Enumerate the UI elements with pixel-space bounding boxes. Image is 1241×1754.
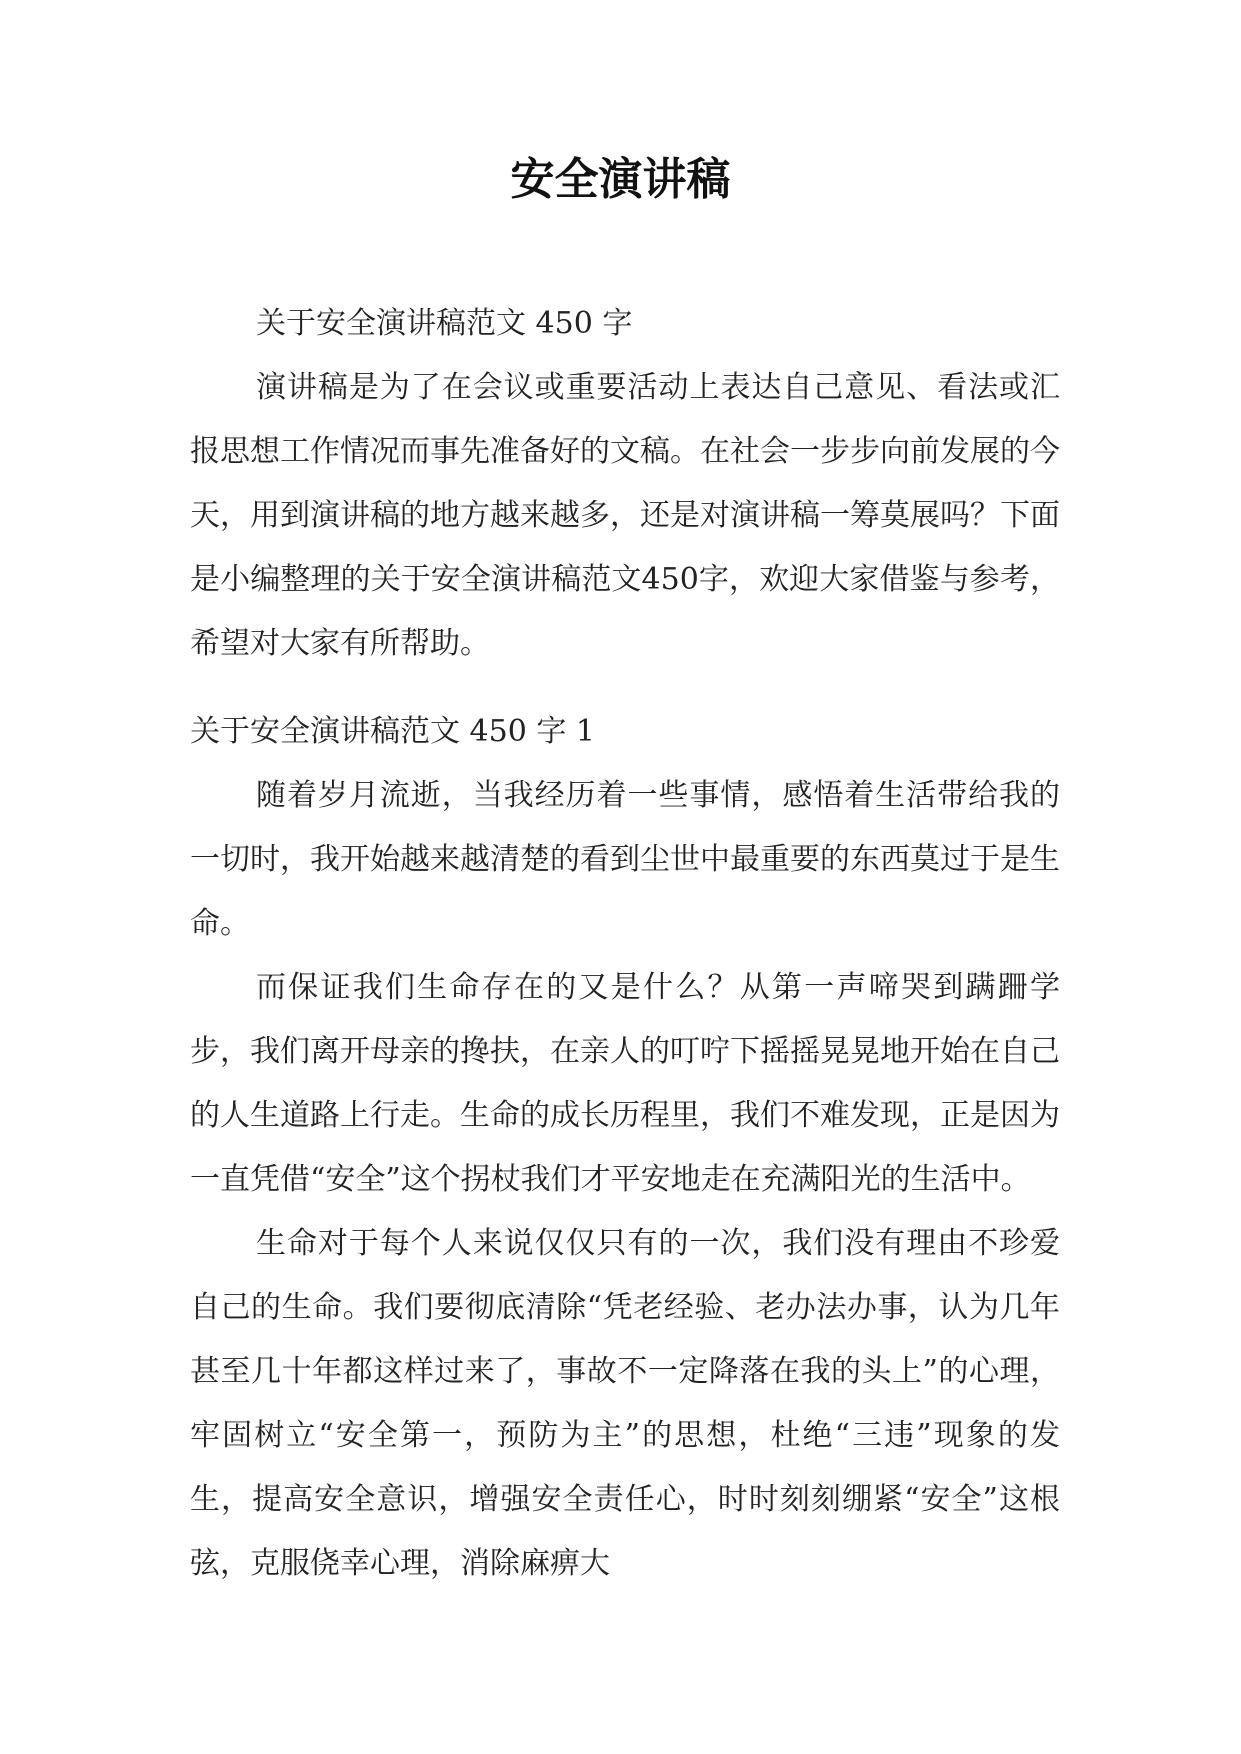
body-paragraph-3: 生命对于每个人来说仅仅只有的一次，我们没有理由不珍爱自己的生命。我们要彻底清除“凭老经验、老办法办事，认为几年甚至几十年都这样过来了，事故不一定降落在我的头上”的心理，牢固树立“安全第一，预防为主”的思想，杜绝“三违”现象的发生，提高安全意识，增强安全责任心，时时刻刻绷紧“安全”这根弦，克服侥幸心理，消除麻痹大 — [190, 1226, 1060, 1581]
intro-paragraph: 演讲稿是为了在会议或重要活动上表达自己意见、看法或汇报思想工作情况而事先准备好的文稿。在社会一步步向前发展的今天，用到演讲稿的地方越来越多，还是对演讲稿一筹莫展吗？下面是小编整理的关于安全演讲稿范文450字，欢迎大家借鉴与参考，希望对大家有所帮助。 — [190, 370, 1060, 661]
subtitle-paragraph: 关于安全演讲稿范文 450 字 — [256, 306, 633, 341]
document-title: 安全演讲稿 — [510, 154, 731, 205]
section-heading: 关于安全演讲稿范文 450 字 1 — [190, 714, 595, 749]
document-body — [190, 292, 1060, 1596]
body-paragraph-1: 随着岁月流逝，当我经历着一些事情，感悟着生活带给我的一切时，我开始越来越清楚的看到尘世中最重要的东西莫过于是生命。 — [190, 778, 1060, 941]
body-paragraph-2: 而保证我们生命存在的又是什么？从第一声啼哭到蹒跚学步，我们离开母亲的搀扶，在亲人的叮咛下摇摇晃晃地开始在自己的人生道路上行走。生命的成长历程里，我们不难发现，正是因为一直凭借“安全”这个拐杖我们才平安地走在充满阳光的生活中。 — [190, 970, 1060, 1197]
